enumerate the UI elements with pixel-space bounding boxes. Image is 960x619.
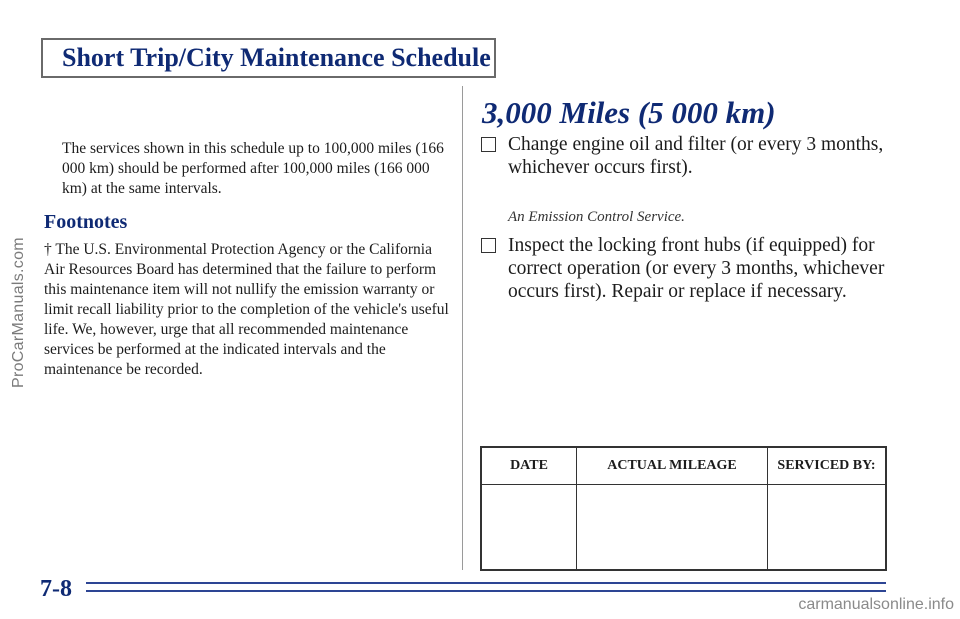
checkbox[interactable] <box>481 137 496 152</box>
table-row <box>481 485 886 571</box>
column-divider <box>462 86 463 570</box>
section-title: 3,000 Miles (5 000 km) <box>482 95 776 130</box>
checklist-item-text: Change engine oil and filter (or every 3 months, whichever occurs first). <box>508 134 884 178</box>
page-number: 7-8 <box>40 576 72 602</box>
checklist-item-text: Inspect the locking front hubs (if equipped) for correct operation (or every 3 months, whichever occurs first). Repair or replace if necessary. <box>508 235 885 302</box>
checklist-item <box>481 133 901 179</box>
intro-paragraph: The services shown in this schedule up to 100,000 miles (166 000 km) should be performed after 100,000 miles (166 000 km) at the same intervals. <box>62 140 444 197</box>
table-header-serviced-by: SERVICED BY: <box>768 447 887 485</box>
serviced-by-cell[interactable] <box>768 485 887 571</box>
checkbox[interactable] <box>481 238 496 253</box>
footer-rule <box>86 590 886 592</box>
table-header-row <box>481 447 886 485</box>
table-header-actual-mileage: ACTUAL MILEAGE <box>577 447 768 485</box>
table-header-date: DATE <box>481 447 577 485</box>
footer-rule <box>86 582 886 584</box>
emission-note: An Emission Control Service. <box>508 209 685 225</box>
checklist-item <box>481 234 901 303</box>
side-watermark <box>2 0 32 619</box>
side-watermark-text: ProCarManuals.com <box>10 237 27 388</box>
page-header <box>41 38 496 78</box>
footnotes-heading: Footnotes <box>44 211 128 233</box>
footnote-paragraph: † The U.S. Environmental Protection Agency or the California Air Resources Board has determined that the failure to perform this maintenance item will not nullify the emission warranty or limit recall liability prior to the completion of the vehicle's useful life. We, however, urge that all recommended maintenance services be performed at the indicated intervals and the maintenance be recorded. <box>44 241 449 378</box>
date-cell[interactable] <box>481 485 577 571</box>
footer-watermark: carmanualsonline.info <box>798 596 954 613</box>
page-title: Short Trip/City Maintenance Schedule <box>62 43 491 72</box>
actual-mileage-cell[interactable] <box>577 485 768 571</box>
service-log-table <box>480 446 887 571</box>
